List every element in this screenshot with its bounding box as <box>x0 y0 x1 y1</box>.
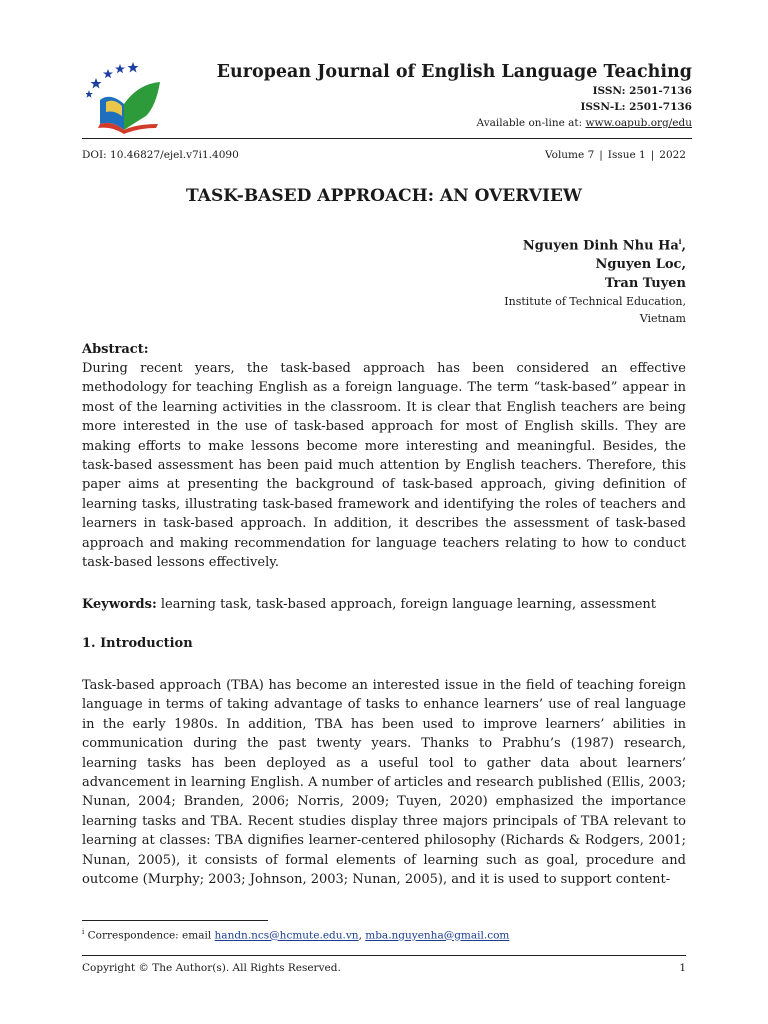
doi: DOI: 10.46827/ejel.v7i1.4090 <box>82 149 239 161</box>
keywords-label: Keywords: <box>82 597 157 612</box>
footnote <box>82 928 509 942</box>
available-label: Available on-line at: <box>476 117 586 129</box>
introduction-heading: 1. Introduction <box>82 636 193 651</box>
header-divider <box>82 138 692 139</box>
footnote-marker[interactable]: i <box>678 237 682 246</box>
introduction-text: Task-based approach (TBA) has become an interested issue in the field of teaching foreign language in terms of taking advantage of tasks to enhance learners’ use of real language in the early 1980s. In addition, TBA has been used to improve learners’ abilities in communication during the past twenty years. Thanks to Prabhu’s (1987) research, learning tasks has been deployed as a useful tool to gather data about learners’ advancement in learning English. A number of articles and research published (Ellis, 2003; Nunan, 2004; Branden, 2006; Norris, 2009; Tuyen, 2020) emphasized the importance learning tasks and TBA. Recent studies display three majors principals of TBA relevant to learning at classes: TBA dignifies learner-centered philosophy (Richards & Rodgers, 2001; Nunan, 2005), it consists of formal elements of learning such as goal, procedure and outcome (Murphy; 2003; Johnson, 2003; Nunan, 2005), and it is used to support content- <box>82 678 686 888</box>
issn: ISSN: 2501-7136 <box>592 85 692 97</box>
separator: | <box>599 149 603 161</box>
author-block <box>504 232 686 327</box>
volume: Volume 7 <box>545 149 595 161</box>
page-number: 1 <box>679 962 686 974</box>
abstract-text: During recent years, the task-based approach has been considered an effective methodology for teaching English as a foreign language. The term “task-based” appear in most of the learning activities in the classroom. It is clear that English teachers are being more interested in the use of task-based approach for most of English skills. They are making efforts to make lessons become more interesting and meaningful. Besides, the task-based assessment has been paid much attention by English teachers. Therefore, this paper aims at presenting the background of task-based approach, giving definition of learning tasks, illustrating task-based framework and identifying the roles of teachers and learners in task-based approach. In addition, it describes the assessment of task-based approach and making recommendation for language teachers relating to how to conduct task-based lessons effectively. <box>82 361 686 571</box>
footnote-mark: i <box>82 928 85 936</box>
author-1: Nguyen Dinh Nhu Ha$^i$, <box>522 237 686 254</box>
footnote-divider <box>82 920 268 921</box>
keywords-text: learning task, task-based approach, foreign language learning, assessment <box>156 597 656 612</box>
abstract-heading: Abstract: <box>82 342 149 357</box>
author-2: Nguyen Loc, <box>595 257 686 273</box>
email-link-2[interactable]: mba.nguyenha@gmail.com <box>365 929 510 942</box>
copyright: Copyright © The Author(s). All Rights Reserved. <box>82 962 341 974</box>
book-logo-icon <box>86 58 164 136</box>
journal-title: European Journal of English Language Teaching <box>216 62 692 82</box>
affiliation-line-1: Institute of Technical Education, <box>504 295 686 309</box>
stars-icon <box>86 62 139 98</box>
footnote-separator: , <box>358 929 366 942</box>
email-link-1[interactable]: handn.ncs@hcmute.edu.vn <box>214 929 359 942</box>
footer-divider <box>82 955 686 956</box>
volume-issue-year <box>545 149 686 161</box>
issn-l: ISSN-L: 2501-7136 <box>580 101 692 113</box>
affiliation-line-2: Vietnam <box>639 312 686 326</box>
author-3: Tran Tuyen <box>604 276 686 292</box>
footnote-label: Correspondence: email <box>84 929 215 942</box>
year: 2022 <box>659 149 686 161</box>
availability-line <box>477 117 692 129</box>
issue: Issue 1 <box>607 149 646 161</box>
separator: | <box>650 149 655 161</box>
paper-title: TASK-BASED APPROACH: AN OVERVIEW <box>186 186 582 206</box>
journal-website-link[interactable]: www.oapub.org/edu <box>585 117 692 129</box>
keywords <box>82 597 656 612</box>
